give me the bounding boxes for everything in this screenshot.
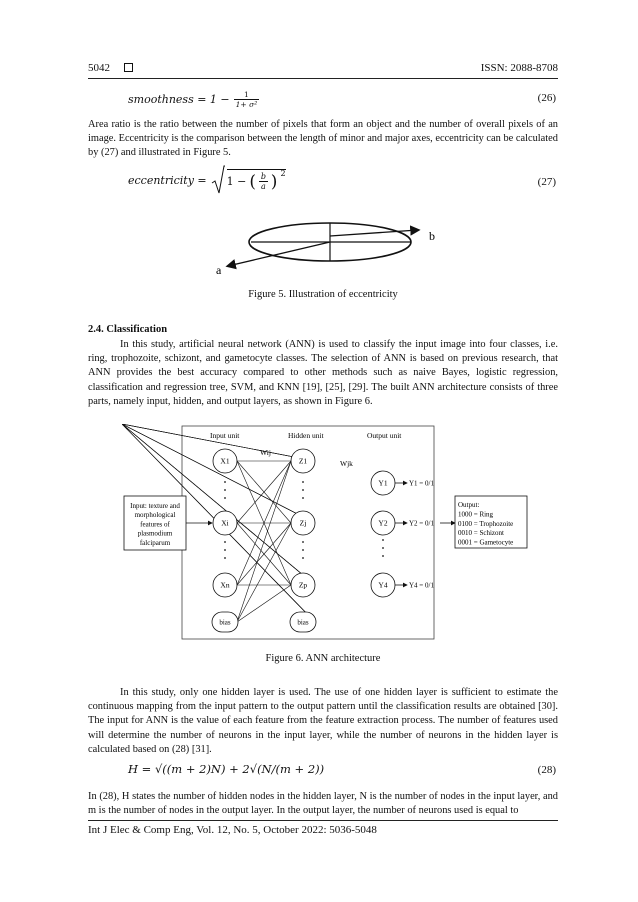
equation-26 [128, 84, 259, 114]
ellipsis-dot [382, 555, 384, 557]
output-box-line: 1000 = Ring [458, 510, 494, 519]
ellipsis-dot [302, 489, 304, 491]
journal-issn: ISSN: 2088-8708 [480, 62, 558, 74]
equation-28: H = √((m + 2)N) + 2√(N/(m + 2)) [128, 762, 325, 776]
output-value-label: Y1 = 0/1 [409, 479, 434, 488]
bias-node-label: bias [219, 618, 231, 627]
ellipsis-dot [224, 549, 226, 551]
input-box-line: Input: texture and [130, 502, 180, 510]
input-node-label: Xi [221, 518, 229, 528]
ellipsis-dot [302, 557, 304, 559]
input-box-line: features of [140, 520, 170, 529]
bias-node-label: bias [297, 618, 309, 627]
output-value-label: Y2 = 0/1 [409, 519, 434, 528]
eq27-radicand [227, 169, 286, 192]
weight-wij-label: Wij [260, 448, 271, 457]
input-box-line: morphological [134, 511, 176, 520]
eq26-numerator: 1 [244, 89, 249, 99]
eq27-lhs: eccentricity = [128, 173, 207, 187]
ellipsis-dot [382, 547, 384, 549]
eq27-fraction [259, 172, 268, 191]
eq27-number: (27) [537, 176, 556, 188]
hidden-unit-label: Hidden unit [288, 431, 324, 440]
ellipsis-dot [302, 497, 304, 499]
section-heading: 2.4. Classification [88, 324, 168, 335]
hidden-node-label: Z1 [298, 456, 308, 466]
eq27-paren-right: ) [270, 171, 278, 192]
sqrt-sign-icon [211, 165, 225, 195]
paragraph-hidden-layer: In this study, only one hidden layer is used. The use of one hidden layer is sufficient to estimate the continuous mapping from the input pattern to the output pattern until the classification results are obtained [30]. The input for ANN is the value of each feature from the feature extraction process. The number of features used will determine the number of neurons in the input layer, while the number of neurons in the hidden layer is calculated based on (28) [31]. [88, 687, 558, 755]
output-box-line: 0100 = Trophozoite [458, 519, 514, 528]
input-node-label: Xn [220, 580, 230, 590]
paragraph-output-layer: In (28), H states the number of hidden nodes in the hidden layer, N is the number of nodes in the input layer, and m is the number of nodes in the output layer. In the output layer, the number of neurons used is equal to [88, 791, 558, 817]
equation-27 [128, 164, 286, 196]
square-icon [124, 63, 133, 72]
input-box-line: plasmodium [137, 529, 173, 538]
figure-6-caption: Figure 6. ANN architecture [265, 653, 381, 664]
ellipsis-dot [224, 481, 226, 483]
output-box-line: 0001 = Gametocyte [458, 538, 514, 547]
hidden-node-label: Zj [299, 518, 307, 528]
paragraph-area-ratio: Area ratio is the ratio between the number of pixels that form an object and the number of overall pixels of an image. Eccentricity is the comparison between the length of minor and major axes, eccentricity can be calculated by (27) and illustrated in Figure 5. [88, 119, 558, 159]
input-node-label: X1 [220, 456, 230, 466]
input-unit-label: Input unit [210, 431, 240, 440]
ellipsis-dot [302, 549, 304, 551]
output-box-line: Output: [458, 501, 480, 509]
weight-wjk-label: Wjk [340, 459, 353, 468]
eq27-numerator: b [260, 172, 266, 181]
output-value-label: Y4 = 0/1 [409, 581, 434, 590]
eq27-denominator: a [261, 182, 266, 191]
figure-5-caption: Figure 5. Illustration of eccentricity [248, 289, 398, 300]
fig5-label-b: b [429, 229, 435, 243]
header-rule [88, 78, 558, 79]
eq26-number: (26) [537, 92, 556, 104]
eq26-denominator: 1+ σ² [235, 99, 258, 109]
ellipsis-dot [224, 497, 226, 499]
arrow-a [228, 242, 330, 266]
ellipsis-dot [382, 539, 384, 541]
eq27-power: 2 [280, 169, 286, 178]
ellipsis-dot [224, 489, 226, 491]
figure-6-ann-diagram [122, 424, 530, 642]
footer-citation: Int J Elec & Comp Eng, Vol. 12, No. 5, October 2022: 5036-5048 [88, 824, 377, 836]
eq27-paren-left: ( [249, 171, 257, 192]
input-box-line: falciparum [139, 538, 171, 547]
paragraph-classification: In this study, artificial neural network (ANN) is used to classify the input image into four classes, i.e. ring, trophozoite, schizont, and gametocyte classes. The selection of ANN is based on previous research, that ANN provides the best accuracy compared to other methods such as naive Bayes, logistic regression, classification and regression tree, SVM, and KNN [19], [25], [29]. The built ANN architecture consists of three parts, namely input, hidden, and output layers, as shown in Figure 6. [88, 339, 558, 407]
output-node-label: Y1 [378, 478, 388, 488]
footer-rule [88, 820, 558, 821]
output-box-line: 0010 = Schizont [458, 529, 504, 538]
eq26-lhs: smoothness = 1 − [128, 92, 230, 106]
ellipsis-dot [224, 541, 226, 543]
figure-5-ellipse-diagram [210, 208, 450, 280]
output-node-label: Y4 [378, 580, 388, 590]
eq26-fraction [234, 90, 260, 109]
eq27-inner: 1 − [226, 175, 247, 188]
fig5-label-a: a [216, 263, 222, 277]
ellipsis-dot [224, 557, 226, 559]
hidden-node-label: Zp [298, 580, 308, 590]
ellipsis-dot [302, 481, 304, 483]
page-number: 5042 [88, 62, 110, 74]
output-unit-label: Output unit [367, 431, 402, 440]
eq28-number: (28) [537, 764, 556, 776]
output-node-label: Y2 [378, 518, 388, 528]
ellipsis-dot [302, 541, 304, 543]
